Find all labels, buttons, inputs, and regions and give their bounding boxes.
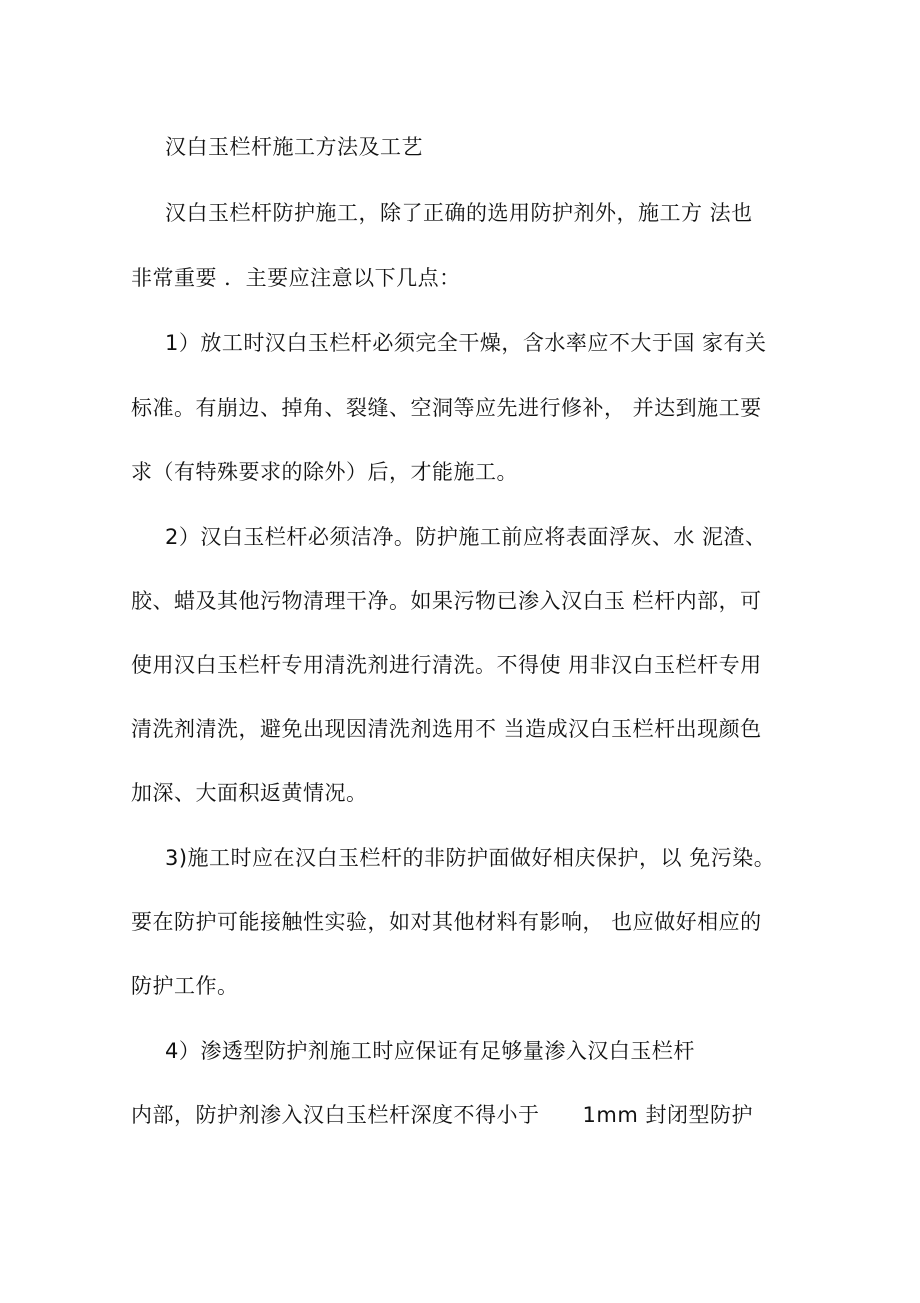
paragraph-intro-line-2: 非常重要 ．主要应注意以下几点： (131, 266, 461, 290)
paragraph-4-line-2: 内部，防护剂渗入汉白玉栏杆深度不得小于 1mm 封闭型防护 (131, 1103, 753, 1127)
paragraph-4-line-1: 4）渗透型防护剂施工时应保证有足够量渗入汉白玉栏杆 (165, 1039, 695, 1063)
paragraph-3-line-3: 防护工作。 (131, 974, 239, 998)
paragraph-3-line-1: 3)施工时应在汉白玉栏杆的非防护面做好相庆保护，以 免污染。 (165, 846, 776, 870)
document-title: 汉白玉栏杆施工方法及工艺 (165, 135, 423, 159)
paragraph-2-line-1: 2）汉白玉栏杆必须洁净。防护施工前应将表面浮灰、水 泥渣、 (165, 525, 767, 549)
paragraph-1-line-3: 求（有特殊要求的除外）后，才能施工。 (131, 460, 518, 484)
paragraph-2-line-2: 胶、蜡及其他污物清理干净。如果污物已渗入汉白玉 栏杆内部，可 (131, 589, 762, 613)
paragraph-1-line-1: 1）放工时汉白玉栏杆必须完全干燥，含水率应不大于国 家有关 (165, 331, 767, 355)
paragraph-intro-line-1: 汉白玉栏杆防护施工，除了正确的选用防护剂外，施工方 法也 (165, 201, 753, 225)
paragraph-2-line-4: 清洗剂清洗，避免出现因清洗剂选用不 当造成汉白玉栏杆出现颜色 (131, 717, 762, 741)
paragraph-2-line-5: 加深、大面积返黄情况。 (131, 781, 368, 805)
paragraph-2-line-3: 使用汉白玉栏杆专用清洗剂进行清洗。不得使 用非汉白玉栏杆专用 (131, 653, 762, 677)
paragraph-3-line-2: 要在防护可能接触性实验，如对其他材料有影响， 也应做好相应的 (131, 910, 762, 934)
paragraph-1-line-2: 标准。有崩边、掉角、裂缝、空洞等应先进行修补， 并达到施工要 (131, 396, 762, 420)
